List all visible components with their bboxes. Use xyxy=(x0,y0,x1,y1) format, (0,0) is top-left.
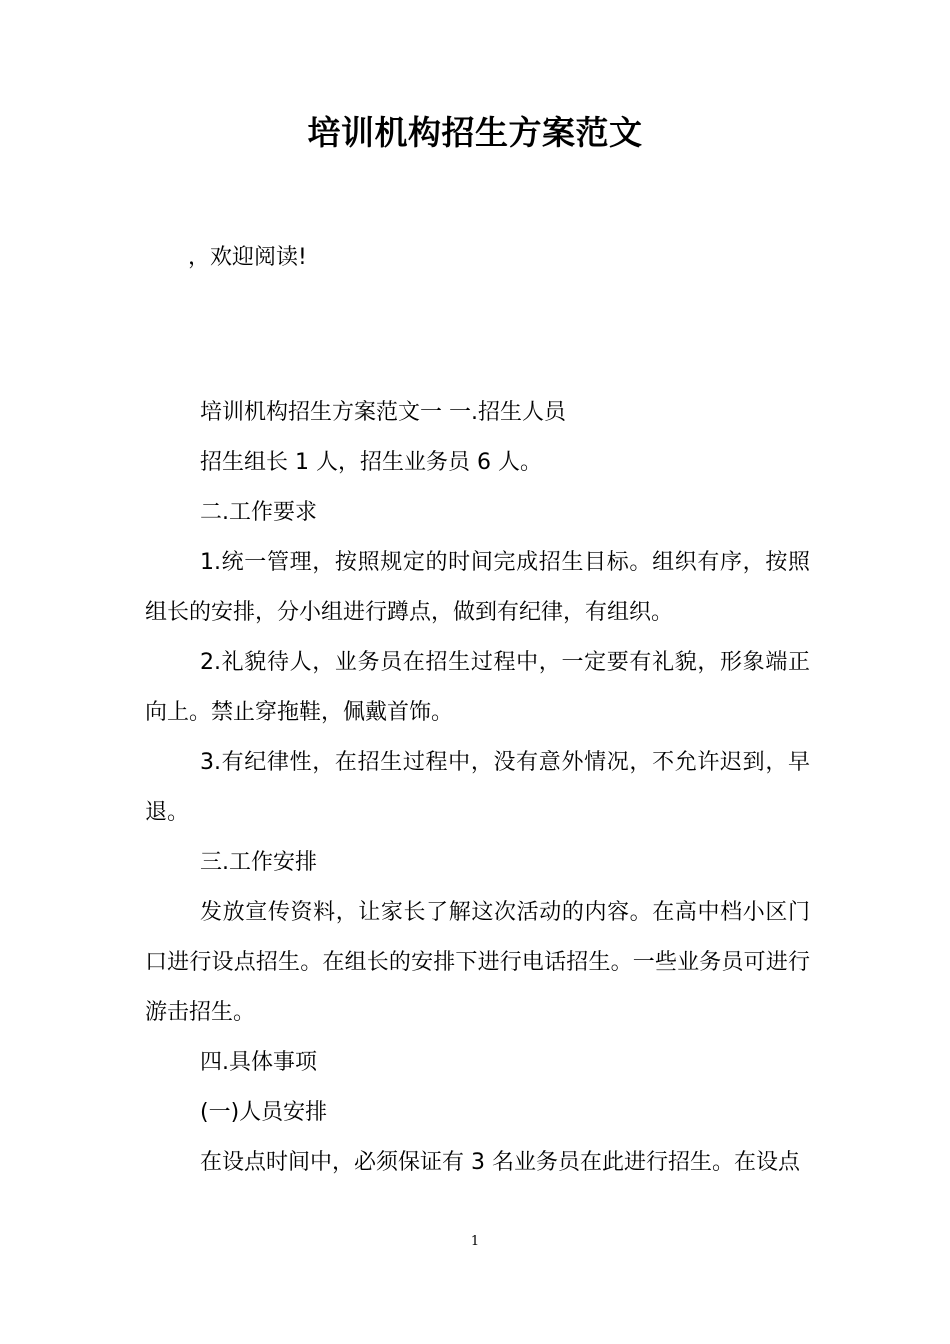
section-heading: 四.具体事项 xyxy=(200,1050,317,1075)
paragraph: 1.统一管理，按照规定的时间完成招生目标。组织有序，按照组长的安排，分小组进行蹲点，做到有纪律，有组织。 xyxy=(145,550,810,625)
page-number: 1 xyxy=(470,1234,480,1249)
paragraph: 培训机构招生方案范文一 一.招生人员 xyxy=(200,400,566,425)
subsection-heading: (一)人员安排 xyxy=(200,1100,328,1125)
section-heading: 三.工作安排 xyxy=(200,850,317,875)
paragraph: 招生组长 1 人，招生业务员 6 人。 xyxy=(200,450,542,475)
paragraph: 3.有纪律性，在招生过程中，没有意外情况，不允许迟到，早退。 xyxy=(145,750,810,825)
intro-text: ，欢迎阅读! xyxy=(188,245,307,270)
paragraph: 在设点时间中，必须保证有 3 名业务员在此进行招生。在设点 xyxy=(200,1150,800,1175)
page-title: 培训机构招生方案范文 xyxy=(307,113,643,152)
document-body xyxy=(145,388,810,1188)
section-heading: 二.工作要求 xyxy=(200,500,317,525)
paragraph: 2.礼貌待人，业务员在招生过程中，一定要有礼貌，形象端正向上。禁止穿拖鞋，佩戴首饰。 xyxy=(145,650,810,725)
paragraph: 发放宣传资料，让家长了解这次活动的内容。在高中档小区门口进行设点招生。在组长的安排下进行电话招生。一些业务员可进行游击招生。 xyxy=(145,900,810,1025)
